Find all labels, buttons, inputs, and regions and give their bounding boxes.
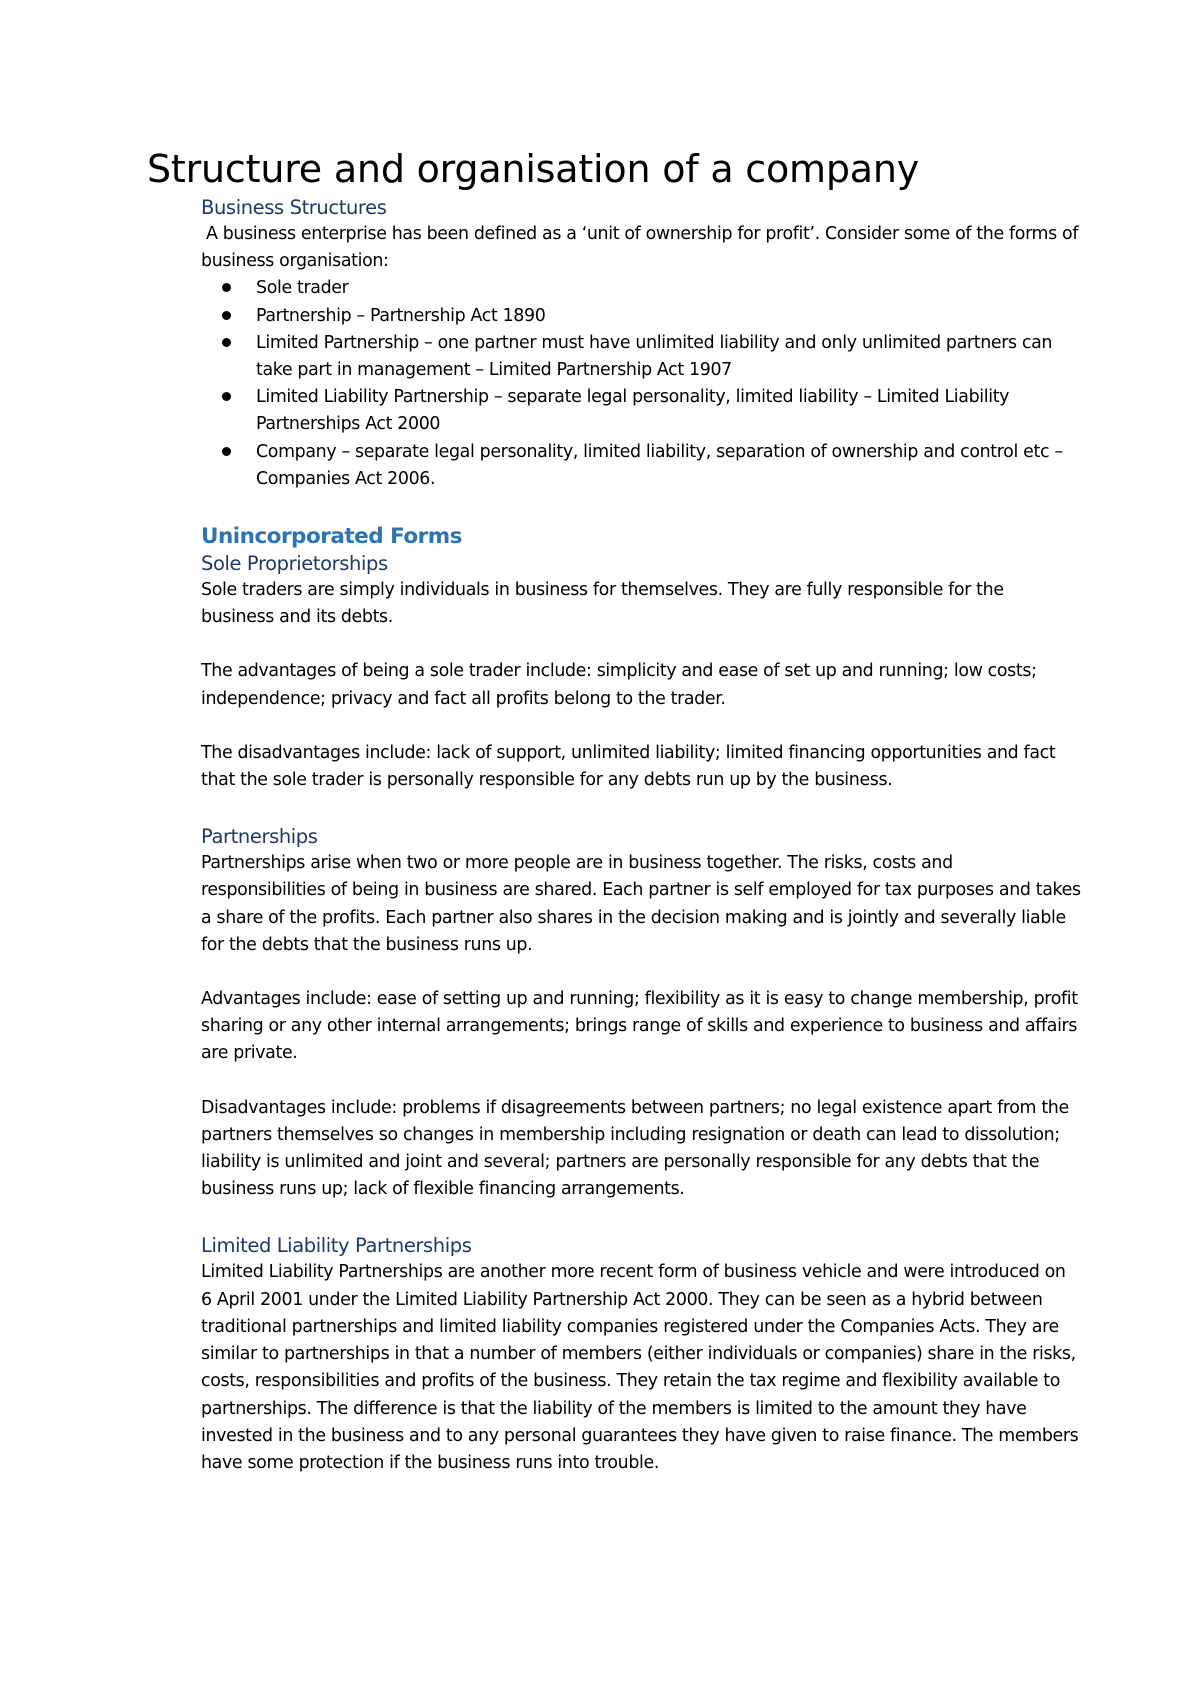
document-body bbox=[201, 194, 1081, 1477]
heading-business-structures: Business Structures bbox=[201, 196, 387, 219]
list-item: Sole trader bbox=[256, 275, 1081, 302]
paragraph: Sole traders are simply individuals in business for themselves. They are fully responsible for the business and its debts. bbox=[201, 580, 1004, 628]
paragraph: Limited Liability Partnerships are another more recent form of business vehicle and were introduced on 6 April 2001 under the Limited Liability Partnership Act 2000. They can be seen as a hybrid between traditional partnerships and limited liability companies registered under the Companies Acts. They are similar to partnerships in that a number of members (either individuals or companies) share in the risks, costs, responsibilities and profits of the business. They retain the tax regime and flexibility available to partnerships. The difference is that the liability of the members is limited to the amount they have invested in the business and to any personal guarantees they have given to raise finance. The members have some protection if the business runs into trouble. bbox=[201, 1262, 1079, 1473]
heading-unincorporated-forms: Unincorporated Forms bbox=[201, 524, 462, 550]
paragraph: Disadvantages include: problems if disagreements between partners; no legal existence apart from the partners themselves so changes in membership including resignation or death can lead to dissolution; liability is unlimited and joint and several; partners are personally responsible for any debts that the business runs up; lack of flexible financing arrangements. bbox=[201, 1097, 1069, 1200]
heading-partnerships: Partnerships bbox=[201, 825, 318, 849]
list-item: Company – separate legal personality, limited liability, separation of ownership and control etc – Companies Act 2006. bbox=[256, 439, 1081, 493]
section-unincorporated-forms bbox=[201, 523, 1081, 1477]
heading-sole-proprietorships: Sole Proprietorships bbox=[201, 552, 388, 576]
paragraph: Advantages include: ease of setting up and running; flexibility as it is easy to change membership, profit sharing or any other internal arrangements; brings range of skills and experience to business and affairs are private. bbox=[201, 989, 1078, 1064]
section-business-structures bbox=[201, 194, 1081, 493]
paragraph: The advantages of being a sole trader include: simplicity and ease of set up and running; low costs; independence; privacy and fact all profits belong to the trader. bbox=[201, 661, 1037, 709]
intro-paragraph: A business enterprise has been defined as a ‘unit of ownership for profit’. Consider some of the forms of business organisation: bbox=[201, 224, 1079, 272]
business-forms-list bbox=[201, 275, 1081, 493]
heading-limited-liability-partnerships: Limited Liability Partnerships bbox=[201, 1234, 472, 1258]
list-item: Partnership – Partnership Act 1890 bbox=[256, 303, 1081, 330]
list-item: Limited Partnership – one partner must have unlimited liability and only unlimited partners can take part in management – Limited Partnership Act 1907 bbox=[256, 330, 1081, 384]
document-title: Structure and organisation of a company bbox=[147, 147, 920, 191]
list-item: Limited Liability Partnership – separate legal personality, limited liability – Limited Liability Partnerships Act 2000 bbox=[256, 384, 1081, 438]
paragraph: Partnerships arise when two or more people are in business together. The risks, costs and responsibilities of being in business are shared. Each partner is self employed for tax purposes and takes a share of the profits. Each partner also shares in the decision making and is jointly and severally liable for the debts that the business runs up. bbox=[201, 853, 1081, 955]
paragraph: The disadvantages include: lack of support, unlimited liability; limited financing opportunities and fact that the sole trader is personally responsible for any debts run up by the business. bbox=[201, 742, 1056, 791]
